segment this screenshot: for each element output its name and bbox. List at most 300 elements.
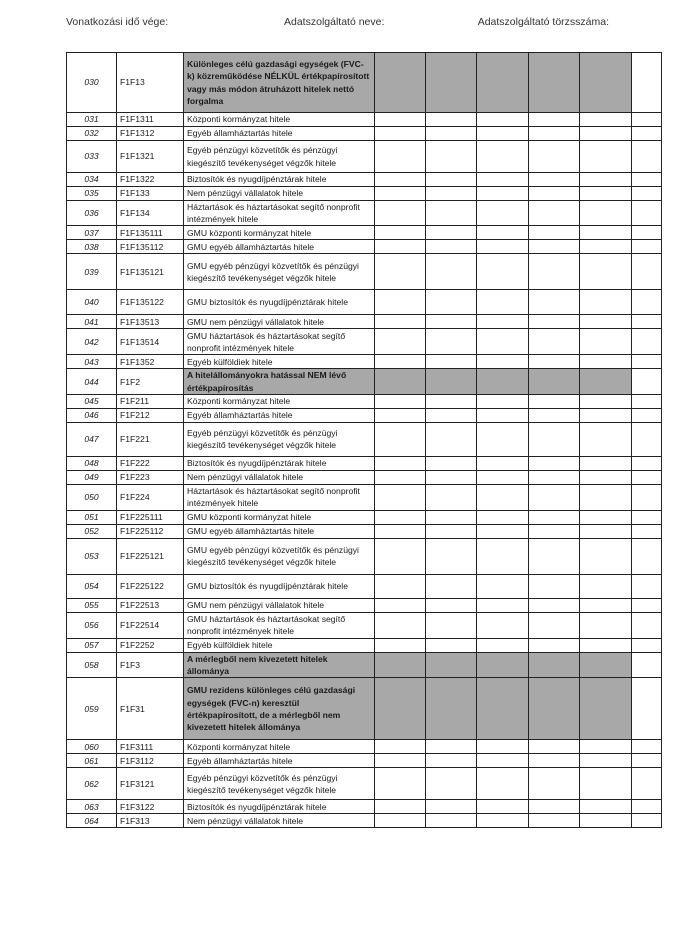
row-code: 032 [67, 127, 117, 141]
value-cell [375, 652, 426, 677]
value-cell[interactable] [632, 127, 662, 141]
value-cell[interactable] [426, 173, 477, 187]
value-cell[interactable] [529, 315, 580, 329]
value-cell[interactable] [477, 187, 529, 201]
value-cell[interactable] [477, 290, 529, 315]
value-cell[interactable] [477, 141, 529, 173]
value-cell[interactable] [632, 290, 662, 315]
row-code: 041 [67, 315, 117, 329]
value-cell[interactable] [426, 226, 477, 240]
value-cell[interactable] [529, 141, 580, 173]
row-description: GMU egyéb államháztartás hitele [184, 524, 375, 538]
value-cell[interactable] [375, 598, 426, 612]
value-cell[interactable] [580, 240, 632, 254]
row-code: 057 [67, 638, 117, 652]
value-cell[interactable] [632, 538, 662, 574]
table-row [67, 329, 662, 355]
value-cell[interactable] [632, 814, 662, 828]
value-cell[interactable] [580, 408, 632, 422]
value-cell[interactable] [477, 574, 529, 598]
row-code: 046 [67, 408, 117, 422]
table-row [67, 538, 662, 574]
value-cell[interactable] [375, 740, 426, 754]
value-cell[interactable] [632, 456, 662, 470]
row-description: GMU biztosítók és nyugdíjpénztárak hitele [184, 574, 375, 598]
table-row [67, 173, 662, 187]
value-cell[interactable] [477, 173, 529, 187]
value-cell[interactable] [426, 456, 477, 470]
value-cell[interactable] [632, 201, 662, 226]
value-cell[interactable] [375, 524, 426, 538]
value-cell[interactable] [580, 612, 632, 638]
value-cell[interactable] [529, 598, 580, 612]
value-cell[interactable] [426, 141, 477, 173]
value-cell[interactable] [426, 290, 477, 315]
value-cell[interactable] [632, 226, 662, 240]
value-cell[interactable] [529, 113, 580, 127]
value-cell[interactable] [580, 141, 632, 173]
value-cell[interactable] [477, 422, 529, 456]
value-cell[interactable] [580, 638, 632, 652]
value-cell[interactable] [375, 240, 426, 254]
row-code: 054 [67, 574, 117, 598]
value-cell[interactable] [632, 329, 662, 355]
value-cell[interactable] [632, 484, 662, 510]
row-description: GMU nem pénzügyi vállalatok hitele [184, 598, 375, 612]
value-cell[interactable] [529, 800, 580, 814]
table-row [67, 524, 662, 538]
value-cell[interactable] [632, 141, 662, 173]
value-cell[interactable] [529, 754, 580, 768]
value-cell[interactable] [426, 768, 477, 800]
value-cell[interactable] [580, 254, 632, 290]
value-cell[interactable] [426, 254, 477, 290]
value-cell[interactable] [375, 470, 426, 484]
value-cell[interactable] [529, 408, 580, 422]
row-identifier: F1F22513 [117, 598, 184, 612]
value-cell[interactable] [580, 768, 632, 800]
value-cell[interactable] [375, 187, 426, 201]
table-row [67, 290, 662, 315]
row-code: 040 [67, 290, 117, 315]
row-code: 059 [67, 678, 117, 740]
value-cell[interactable] [632, 524, 662, 538]
row-identifier: F1F1321 [117, 141, 184, 173]
row-code: 043 [67, 355, 117, 369]
row-description: Háztartások és háztartásokat segítő nonprofit intézmények hitele [184, 484, 375, 510]
value-cell[interactable] [529, 768, 580, 800]
row-code: 045 [67, 394, 117, 408]
value-cell[interactable] [529, 814, 580, 828]
table-row [67, 53, 662, 113]
row-code: 033 [67, 141, 117, 173]
value-cell[interactable] [632, 369, 662, 394]
table-row [67, 226, 662, 240]
value-cell[interactable] [375, 226, 426, 240]
row-identifier: F1F31 [117, 678, 184, 740]
value-cell[interactable] [375, 315, 426, 329]
value-cell[interactable] [477, 329, 529, 355]
value-cell[interactable] [477, 254, 529, 290]
row-code: 055 [67, 598, 117, 612]
row-description: GMU háztartások és háztartásokat segítő nonprofit intézmények hitele [184, 612, 375, 638]
value-cell[interactable] [477, 240, 529, 254]
row-code: 058 [67, 652, 117, 677]
value-cell[interactable] [580, 470, 632, 484]
row-identifier: F1F3121 [117, 768, 184, 800]
value-cell[interactable] [426, 538, 477, 574]
value-cell[interactable] [375, 800, 426, 814]
value-cell[interactable] [580, 754, 632, 768]
value-cell[interactable] [580, 422, 632, 456]
row-description: Biztosítók és nyugdíjpénztárak hitele [184, 800, 375, 814]
value-cell [580, 53, 632, 113]
value-cell[interactable] [477, 113, 529, 127]
value-cell[interactable] [632, 254, 662, 290]
row-identifier: F1F225121 [117, 538, 184, 574]
table-row [67, 638, 662, 652]
value-cell[interactable] [426, 329, 477, 355]
table-row [67, 456, 662, 470]
value-cell[interactable] [632, 598, 662, 612]
row-identifier: F1F2252 [117, 638, 184, 652]
value-cell[interactable] [580, 484, 632, 510]
value-cell[interactable] [580, 510, 632, 524]
value-cell[interactable] [529, 290, 580, 315]
value-cell[interactable] [426, 315, 477, 329]
row-code: 035 [67, 187, 117, 201]
value-cell[interactable] [529, 226, 580, 240]
value-cell[interactable] [632, 408, 662, 422]
row-identifier: F1F22514 [117, 612, 184, 638]
value-cell[interactable] [477, 510, 529, 524]
value-cell[interactable] [426, 113, 477, 127]
value-cell[interactable] [426, 408, 477, 422]
value-cell [580, 652, 632, 677]
table-body [67, 53, 662, 828]
value-cell[interactable] [580, 394, 632, 408]
value-cell[interactable] [477, 226, 529, 240]
value-cell[interactable] [632, 355, 662, 369]
value-cell[interactable] [375, 254, 426, 290]
value-cell[interactable] [632, 612, 662, 638]
value-cell[interactable] [632, 678, 662, 740]
row-identifier: F1F13 [117, 53, 184, 113]
value-cell[interactable] [375, 290, 426, 315]
value-cell[interactable] [426, 814, 477, 828]
row-description: Különleges célú gazdasági egységek (FVC-k) közreműködése NÉLKÜL értékpapírosított vagy más módon átruházott hitelek nettó forgalma [184, 53, 375, 113]
row-identifier: F1F135112 [117, 240, 184, 254]
value-cell[interactable] [529, 538, 580, 574]
value-cell[interactable] [580, 113, 632, 127]
value-cell[interactable] [375, 355, 426, 369]
row-description: Nem pénzügyi vállalatok hitele [184, 814, 375, 828]
value-cell[interactable] [375, 638, 426, 652]
row-identifier: F1F135122 [117, 290, 184, 315]
data-table [66, 52, 662, 828]
value-cell[interactable] [426, 422, 477, 456]
value-cell[interactable] [529, 240, 580, 254]
value-cell[interactable] [580, 329, 632, 355]
value-cell[interactable] [580, 814, 632, 828]
value-cell[interactable] [632, 187, 662, 201]
provider-id-label: Adatszolgáltató törzsszáma: [477, 16, 609, 28]
value-cell[interactable] [477, 814, 529, 828]
value-cell[interactable] [529, 638, 580, 652]
value-cell[interactable] [580, 315, 632, 329]
value-cell[interactable] [375, 394, 426, 408]
value-cell[interactable] [477, 754, 529, 768]
value-cell[interactable] [426, 754, 477, 768]
value-cell[interactable] [426, 524, 477, 538]
value-cell[interactable] [529, 329, 580, 355]
value-cell[interactable] [529, 187, 580, 201]
value-cell[interactable] [477, 638, 529, 652]
row-description: GMU egyéb pénzügyi közvetítők és pénzügyi kiegészítő tevékenységet végzők hitele [184, 538, 375, 574]
table-row [67, 113, 662, 127]
row-code: 050 [67, 484, 117, 510]
value-cell[interactable] [529, 740, 580, 754]
value-cell [580, 369, 632, 394]
value-cell[interactable] [375, 484, 426, 510]
value-cell [580, 678, 632, 740]
value-cell[interactable] [632, 173, 662, 187]
table-row [67, 484, 662, 510]
value-cell [477, 369, 529, 394]
row-identifier: F1F225122 [117, 574, 184, 598]
row-identifier: F1F135121 [117, 254, 184, 290]
value-cell[interactable] [632, 53, 662, 113]
value-cell[interactable] [477, 315, 529, 329]
table-row [67, 768, 662, 800]
value-cell[interactable] [477, 612, 529, 638]
value-cell[interactable] [375, 510, 426, 524]
value-cell[interactable] [426, 612, 477, 638]
value-cell[interactable] [375, 574, 426, 598]
value-cell[interactable] [426, 510, 477, 524]
value-cell[interactable] [375, 538, 426, 574]
value-cell[interactable] [477, 355, 529, 369]
value-cell[interactable] [375, 456, 426, 470]
value-cell[interactable] [426, 127, 477, 141]
value-cell[interactable] [580, 538, 632, 574]
row-description: GMU központi kormányzat hitele [184, 510, 375, 524]
row-description: GMU egyéb pénzügyi közvetítők és pénzügyi kiegészítő tevékenységet végzők hitele [184, 254, 375, 290]
value-cell[interactable] [580, 740, 632, 754]
row-code: 039 [67, 254, 117, 290]
value-cell[interactable] [632, 638, 662, 652]
row-description: Biztosítók és nyugdíjpénztárak hitele [184, 173, 375, 187]
row-description: Egyéb pénzügyi közvetítők és pénzügyi kiegészítő tevékenységet végzők hitele [184, 141, 375, 173]
value-cell[interactable] [632, 394, 662, 408]
value-cell[interactable] [375, 612, 426, 638]
value-cell[interactable] [529, 510, 580, 524]
value-cell[interactable] [477, 800, 529, 814]
value-cell[interactable] [426, 187, 477, 201]
value-cell[interactable] [375, 113, 426, 127]
value-cell[interactable] [426, 638, 477, 652]
value-cell[interactable] [580, 290, 632, 315]
value-cell[interactable] [529, 422, 580, 456]
value-cell[interactable] [426, 574, 477, 598]
value-cell[interactable] [580, 201, 632, 226]
value-cell[interactable] [426, 355, 477, 369]
table-row [67, 574, 662, 598]
row-code: 063 [67, 800, 117, 814]
row-identifier: F1F134 [117, 201, 184, 226]
value-cell[interactable] [529, 254, 580, 290]
table-row [67, 800, 662, 814]
value-cell[interactable] [375, 814, 426, 828]
row-identifier: F1F221 [117, 422, 184, 456]
value-cell[interactable] [375, 768, 426, 800]
value-cell[interactable] [477, 768, 529, 800]
value-cell[interactable] [375, 329, 426, 355]
value-cell[interactable] [477, 201, 529, 226]
row-code: 047 [67, 422, 117, 456]
value-cell[interactable] [580, 173, 632, 187]
value-cell [529, 53, 580, 113]
value-cell[interactable] [529, 612, 580, 638]
table-row [67, 127, 662, 141]
row-description: GMU háztartások és háztartásokat segítő nonprofit intézmények hitele [184, 329, 375, 355]
value-cell[interactable] [477, 740, 529, 754]
row-identifier: F1F1322 [117, 173, 184, 187]
value-cell[interactable] [632, 240, 662, 254]
value-cell[interactable] [426, 484, 477, 510]
table-row [67, 240, 662, 254]
value-cell[interactable] [632, 422, 662, 456]
value-cell[interactable] [375, 141, 426, 173]
value-cell[interactable] [477, 484, 529, 510]
row-code: 036 [67, 201, 117, 226]
value-cell[interactable] [477, 127, 529, 141]
row-code: 030 [67, 53, 117, 113]
value-cell[interactable] [375, 754, 426, 768]
row-identifier: F1F135111 [117, 226, 184, 240]
value-cell[interactable] [426, 800, 477, 814]
value-cell[interactable] [632, 768, 662, 800]
row-description: Egyéb pénzügyi közvetítők és pénzügyi kiegészítő tevékenységet végzők hitele [184, 768, 375, 800]
value-cell[interactable] [529, 355, 580, 369]
row-identifier: F1F225111 [117, 510, 184, 524]
row-description: Nem pénzügyi vállalatok hitele [184, 470, 375, 484]
value-cell[interactable] [426, 598, 477, 612]
table-row [67, 652, 662, 677]
table-row [67, 754, 662, 768]
value-cell[interactable] [426, 201, 477, 226]
row-identifier: F1F2 [117, 369, 184, 394]
value-cell [375, 678, 426, 740]
value-cell[interactable] [580, 524, 632, 538]
value-cell[interactable] [529, 456, 580, 470]
value-cell[interactable] [426, 470, 477, 484]
row-description: Nem pénzügyi vállalatok hitele [184, 187, 375, 201]
row-identifier: F1F3111 [117, 740, 184, 754]
row-description: Egyéb államháztartás hitele [184, 127, 375, 141]
value-cell[interactable] [477, 394, 529, 408]
value-cell [477, 678, 529, 740]
value-cell[interactable] [580, 226, 632, 240]
value-cell[interactable] [477, 470, 529, 484]
value-cell[interactable] [580, 187, 632, 201]
value-cell[interactable] [580, 127, 632, 141]
value-cell[interactable] [477, 598, 529, 612]
value-cell[interactable] [632, 800, 662, 814]
row-identifier: F1F212 [117, 408, 184, 422]
row-description: GMU rezidens különleges célú gazdasági egységek (FVC-n) keresztül értékpapírosított, de a mérlegből nem kivezetett hitelek állománya [184, 678, 375, 740]
value-cell[interactable] [529, 201, 580, 226]
value-cell[interactable] [426, 394, 477, 408]
value-cell[interactable] [529, 127, 580, 141]
value-cell[interactable] [426, 240, 477, 254]
value-cell [426, 652, 477, 677]
row-code: 064 [67, 814, 117, 828]
value-cell[interactable] [632, 574, 662, 598]
value-cell[interactable] [632, 510, 662, 524]
value-cell[interactable] [580, 355, 632, 369]
value-cell[interactable] [529, 524, 580, 538]
value-cell[interactable] [632, 315, 662, 329]
value-cell[interactable] [632, 740, 662, 754]
value-cell[interactable] [632, 470, 662, 484]
value-cell[interactable] [529, 574, 580, 598]
value-cell[interactable] [580, 456, 632, 470]
value-cell[interactable] [632, 754, 662, 768]
row-description: GMU egyéb államháztartás hitele [184, 240, 375, 254]
value-cell[interactable] [375, 408, 426, 422]
table-row [67, 408, 662, 422]
row-identifier: F1F3122 [117, 800, 184, 814]
row-code: 031 [67, 113, 117, 127]
row-description: Egyéb külföldiek hitele [184, 638, 375, 652]
value-cell[interactable] [580, 800, 632, 814]
value-cell[interactable] [375, 201, 426, 226]
table-row [67, 598, 662, 612]
value-cell[interactable] [477, 408, 529, 422]
value-cell[interactable] [375, 127, 426, 141]
value-cell[interactable] [477, 538, 529, 574]
row-identifier: F1F13514 [117, 329, 184, 355]
value-cell[interactable] [632, 113, 662, 127]
value-cell[interactable] [375, 173, 426, 187]
table-row [67, 678, 662, 740]
row-code: 056 [67, 612, 117, 638]
row-identifier: F1F313 [117, 814, 184, 828]
row-code: 062 [67, 768, 117, 800]
value-cell[interactable] [529, 470, 580, 484]
value-cell [426, 678, 477, 740]
provider-name-label: Adatszolgáltató neve: [284, 16, 385, 28]
row-description: Központi kormányzat hitele [184, 740, 375, 754]
row-identifier: F1F225112 [117, 524, 184, 538]
value-cell[interactable] [529, 484, 580, 510]
value-cell[interactable] [375, 422, 426, 456]
value-cell[interactable] [580, 574, 632, 598]
row-identifier: F1F1352 [117, 355, 184, 369]
value-cell[interactable] [477, 456, 529, 470]
row-description: Központi kormányzat hitele [184, 394, 375, 408]
value-cell[interactable] [477, 524, 529, 538]
value-cell[interactable] [529, 173, 580, 187]
row-description: GMU biztosítók és nyugdíjpénztárak hitele [184, 290, 375, 315]
value-cell[interactable] [580, 598, 632, 612]
value-cell[interactable] [632, 652, 662, 677]
value-cell[interactable] [529, 394, 580, 408]
value-cell[interactable] [426, 740, 477, 754]
row-description: Biztosítók és nyugdíjpénztárak hitele [184, 456, 375, 470]
table-row [67, 814, 662, 828]
